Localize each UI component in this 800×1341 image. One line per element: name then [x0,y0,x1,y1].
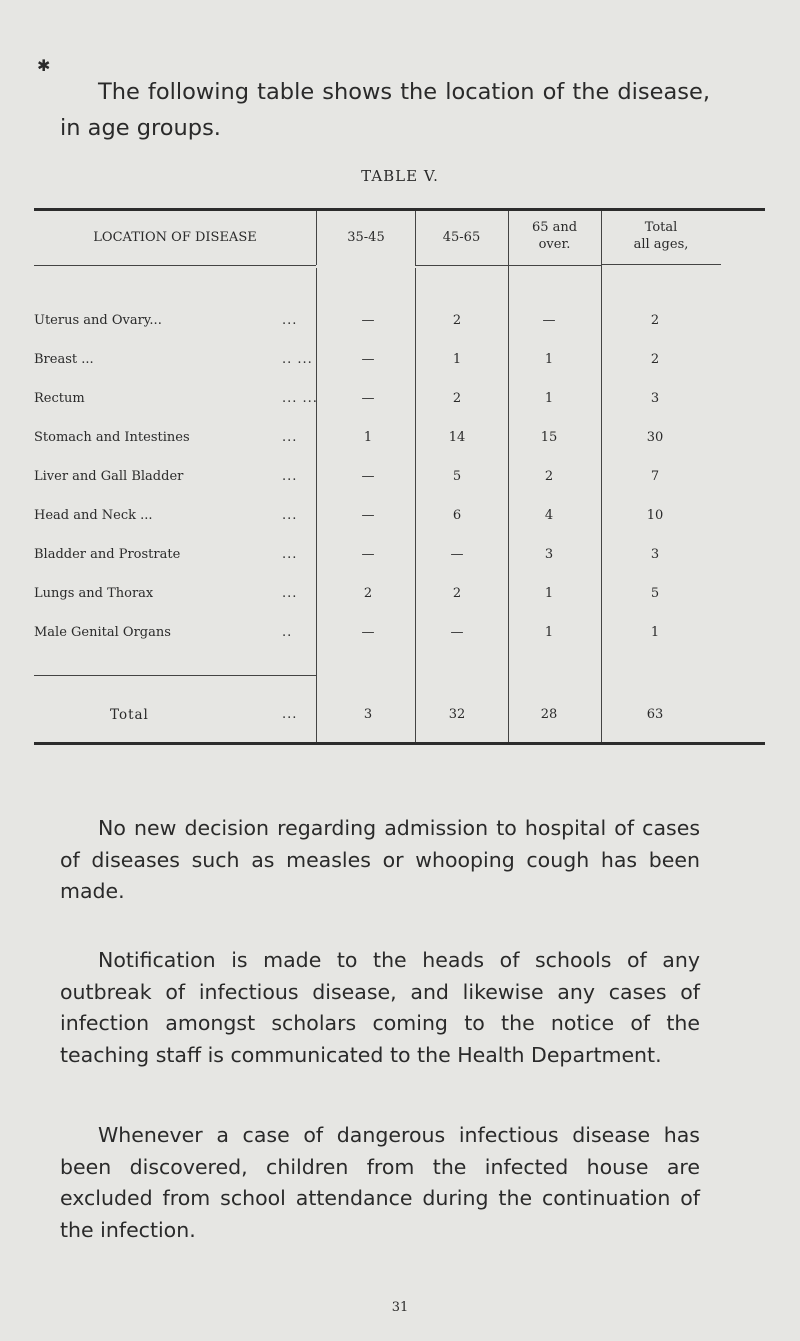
header-location: LOCATION OF DISEASE [93,230,257,245]
row-label: Head and Neck ... [34,508,153,523]
table-row [0,506,800,526]
table-bottom-rule [34,742,765,745]
total-all-ages: 63 [646,707,664,722]
paragraph-notification: Notification is made to the heads of schools of any outbreak of infectious disease, and likewise any cases of infection amongst scholars coming to the notice of the teaching staff is communicated to the Health Department. [60,948,700,1067]
row-label: Stomach and Intestines [34,430,190,445]
header-45-65: 45-65 [442,230,481,245]
value-45-65: — [450,547,464,562]
table-title: TABLE V. [361,167,439,185]
row-label: Lungs and Thorax [34,586,154,601]
leader-dots: ... [282,469,298,484]
row-label: Bladder and Prostrate [34,547,181,562]
value-65-over: 2 [544,469,554,484]
value-45-65: 5 [452,469,462,484]
total-rule [34,675,316,676]
value-65-over: 1 [544,625,554,640]
value-total: 1 [650,625,660,640]
leader-dots: ... [282,586,298,601]
value-65-over: 4 [544,508,554,523]
table-row [0,545,800,565]
header-rule [34,265,316,266]
table-row [0,584,800,604]
value-35-45: — [361,313,375,328]
value-35-45: 2 [363,586,373,601]
value-total: 3 [650,391,660,406]
value-35-45: — [361,508,375,523]
leader-dots: .. ... [282,352,313,367]
value-total: 7 [650,469,660,484]
column-rule [415,211,416,265]
row-label: Liver and Gall Bladder [34,469,184,484]
row-label: Rectum [34,391,85,406]
value-35-45: — [361,352,375,367]
value-65-over: 1 [544,586,554,601]
value-45-65: 2 [452,391,462,406]
column-rule [415,268,416,742]
total-35-45: 3 [363,707,373,722]
leader-dots: ... [282,547,298,562]
paragraph-exclusion: Whenever a case of dangerous infectious disease has been discovered, children from the infected house are excluded from school attendance during the continuation of the infection. [60,1123,700,1242]
value-65-over: 1 [544,391,554,406]
table-row [0,311,800,331]
value-45-65: — [450,625,464,640]
total-45-65: 32 [448,707,466,722]
value-total: 2 [650,352,660,367]
value-65-over: 3 [544,547,554,562]
value-total: 10 [646,508,664,523]
value-65-over: 15 [540,430,558,445]
value-35-45: 1 [363,430,373,445]
header-65-over: 65 and over. [531,220,578,252]
value-35-45: — [361,469,375,484]
value-35-45: — [361,391,375,406]
leader-dots: .. [282,625,293,640]
table-row [0,389,800,409]
row-label: Male Genital Organs [34,625,171,640]
column-rule [316,211,317,265]
value-45-65: 14 [448,430,466,445]
intro-paragraph: The following table shows the location of the disease, in age groups. [60,79,710,141]
column-rule [316,268,317,742]
leader-dots: ... [282,313,298,328]
table-row [0,623,800,643]
table-row [0,467,800,487]
leader-dots: ... [282,430,298,445]
row-label: Breast ... [34,352,94,367]
leader-dots: ... ... [282,391,318,406]
leader-dots: ... [282,508,298,523]
paragraph-admission: No new decision regarding admission to hospital of cases of diseases such as measles or whooping cough has been made. [60,816,700,903]
value-65-over: — [542,313,556,328]
value-65-over: 1 [544,352,554,367]
value-45-65: 1 [452,352,462,367]
header-35-45: 35-45 [347,230,385,245]
total-row [0,705,800,725]
value-total: 5 [650,586,660,601]
page-number: 31 [391,1300,409,1315]
table-top-rule [34,208,765,211]
value-total: 3 [650,547,660,562]
value-35-45: — [361,625,375,640]
leader-dots: ... [282,707,298,722]
value-45-65: 6 [452,508,462,523]
value-total: 30 [646,430,664,445]
margin-mark: ✱ [37,56,51,75]
table-row [0,350,800,370]
row-label: Uterus and Ovary... [34,313,162,328]
value-35-45: — [361,547,375,562]
header-total-all-ages: Total all ages, [633,220,689,252]
header-rule [601,264,721,265]
table-row [0,428,800,448]
value-45-65: 2 [452,586,462,601]
total-label: Total [110,707,149,723]
value-total: 2 [650,313,660,328]
value-45-65: 2 [452,313,462,328]
total-65-over: 28 [540,707,558,722]
